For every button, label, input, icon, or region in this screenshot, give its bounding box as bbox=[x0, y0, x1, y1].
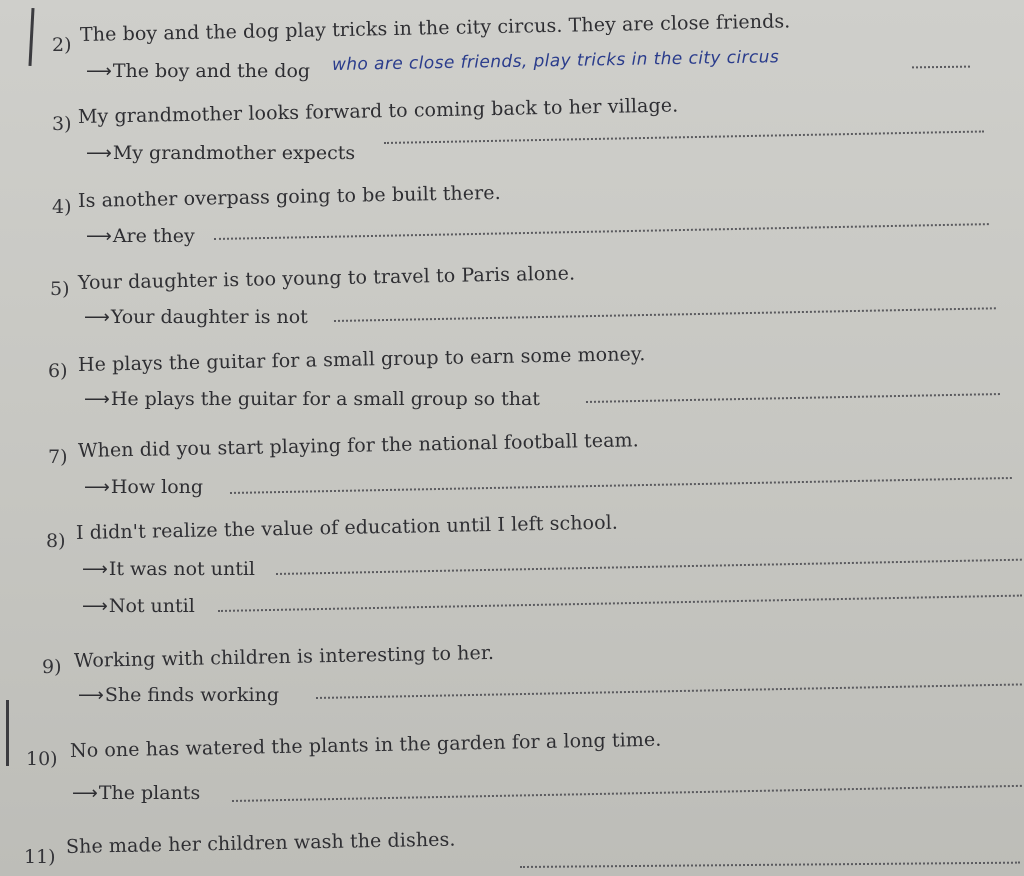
item-number: 9) bbox=[42, 656, 62, 678]
arrow-icon: ⟶ bbox=[86, 143, 112, 164]
answer-prefix: ⟶My grandmother expects bbox=[86, 142, 356, 164]
item-question: Your daughter is too young to travel to Paris alone. bbox=[77, 262, 576, 294]
answer-prefix: ⟶Are they bbox=[86, 225, 195, 247]
answer-prefix: ⟶Your daughter is not bbox=[84, 306, 308, 328]
item-number: 8) bbox=[46, 530, 66, 552]
item-number: 3) bbox=[52, 113, 72, 135]
answer-prefix: ⟶The boy and the dog bbox=[86, 60, 311, 82]
answer-prefix: ⟶How long bbox=[84, 476, 204, 498]
item-question: Is another overpass going to be built there. bbox=[77, 181, 501, 212]
item-question: The boy and the dog play tricks in the city circus. They are close friends. bbox=[79, 10, 791, 46]
item-number: 4) bbox=[52, 196, 72, 218]
answer-line[interactable] bbox=[384, 130, 984, 144]
item-question: No one has watered the plants in the garden for a long time. bbox=[69, 728, 662, 762]
answer-prefix: ⟶The plants bbox=[72, 782, 201, 804]
item-number: 7) bbox=[48, 446, 68, 468]
item-number: 2) bbox=[52, 34, 72, 56]
item-question: Working with children is interesting to her. bbox=[73, 641, 495, 672]
arrow-icon: ⟶ bbox=[84, 477, 110, 498]
item-number: 5) bbox=[50, 278, 70, 300]
item-question: She made her children wash the dishes. bbox=[65, 828, 456, 858]
answer-line[interactable] bbox=[214, 223, 989, 240]
answer-line[interactable] bbox=[316, 683, 1022, 699]
item-number: 10) bbox=[26, 748, 58, 770]
answer-prefix: ⟶She finds working bbox=[78, 684, 279, 706]
arrow-icon: ⟶ bbox=[86, 226, 112, 247]
handwritten-answer: who are close friends, play tricks in the city circus bbox=[331, 47, 780, 75]
answer-line[interactable] bbox=[230, 477, 1012, 494]
item-question: He plays the guitar for a small group to earn some money. bbox=[77, 343, 646, 376]
item-question: I didn't realize the value of education until I left school. bbox=[75, 511, 619, 544]
arrow-icon: ⟶ bbox=[86, 61, 112, 82]
answer-line[interactable] bbox=[232, 785, 1022, 802]
arrow-icon: ⟶ bbox=[84, 389, 110, 410]
answer-line[interactable] bbox=[520, 862, 1020, 868]
arrow-icon: ⟶ bbox=[82, 559, 108, 580]
answer-line[interactable] bbox=[334, 307, 996, 322]
item-number: 11) bbox=[24, 846, 56, 868]
answer-line[interactable] bbox=[586, 393, 1000, 403]
arrow-icon: ⟶ bbox=[78, 685, 104, 706]
margin-mark bbox=[6, 700, 9, 766]
arrow-icon: ⟶ bbox=[84, 307, 110, 328]
answer-line[interactable] bbox=[912, 66, 970, 69]
answer-prefix: ⟶He plays the guitar for a small group so that bbox=[84, 388, 540, 410]
answer-prefix-2: ⟶Not until bbox=[82, 595, 195, 617]
margin-mark bbox=[28, 8, 34, 66]
answer-prefix: ⟶It was not until bbox=[82, 558, 255, 580]
item-question: My grandmother looks forward to coming back to her village. bbox=[77, 94, 679, 128]
answer-line[interactable] bbox=[276, 559, 1022, 575]
item-question: When did you start playing for the national football team. bbox=[77, 429, 640, 462]
arrow-icon: ⟶ bbox=[72, 783, 98, 804]
answer-line-2[interactable] bbox=[218, 595, 1022, 612]
arrow-icon: ⟶ bbox=[82, 596, 108, 617]
item-number: 6) bbox=[48, 360, 68, 382]
